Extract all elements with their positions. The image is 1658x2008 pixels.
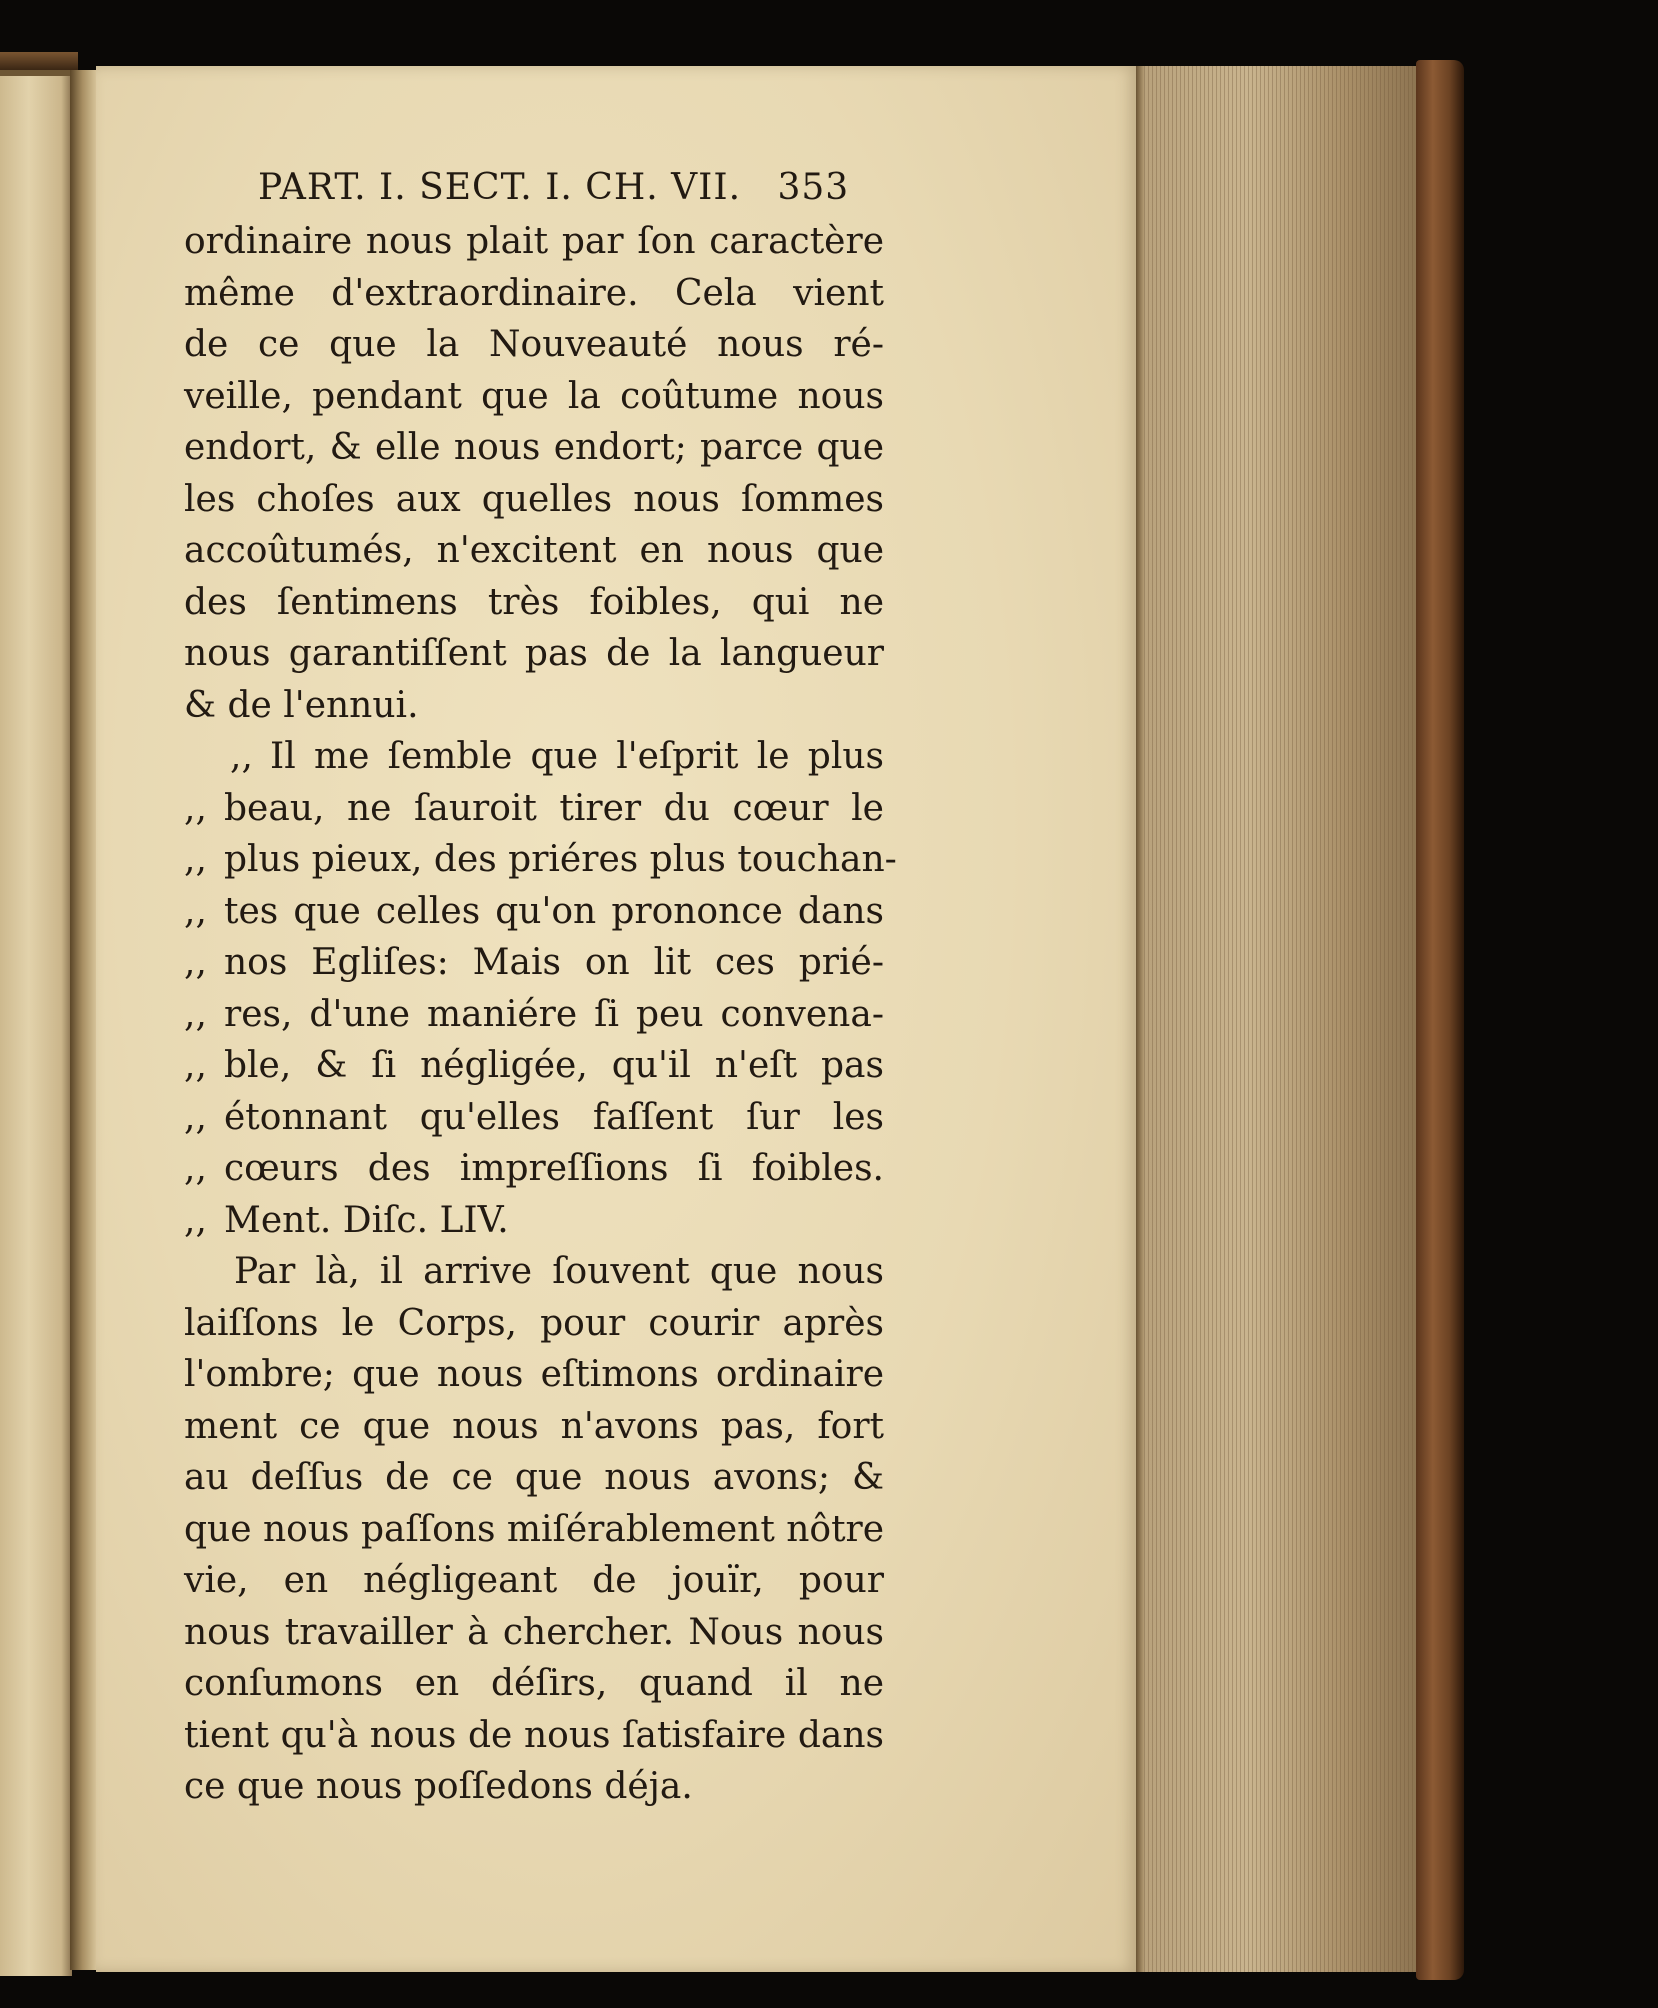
text-line: les choſes aux quelles nous ſommes (184, 478, 884, 520)
quote-mark: ,, (184, 787, 207, 829)
text-line: & de l'ennui. (184, 684, 419, 726)
text-line: des ſentimens très foibles, qui ne (184, 581, 884, 623)
left-cover-edge (0, 52, 78, 70)
page-block-edges (1136, 66, 1416, 1972)
leather-binding (1416, 60, 1464, 1980)
quote-text: Ment. Diſc. LIV. (224, 1199, 509, 1241)
text-line: l'ombre; que nous eſtimons ordinaire (184, 1354, 884, 1395)
paragraph-2 (184, 1246, 884, 1813)
quote-text: ble, & ſi négligée, qu'il n'eſt pas (224, 1045, 884, 1086)
page-gutter (70, 70, 98, 1970)
quote-line (184, 1040, 884, 1092)
text-line: au deſſus de ce que nous avons; & (184, 1457, 884, 1498)
text-line: vie, en négligeant de jouïr, pour (184, 1560, 884, 1601)
quote-line (184, 989, 884, 1041)
text-line: ment ce que nous n'avons pas, fort (184, 1405, 884, 1447)
paragraph-1 (184, 216, 884, 731)
text-line: laiſſons le Corps, pour courir après (184, 1302, 884, 1344)
text-line: que nous paſſons miſérablement nôtre (184, 1508, 885, 1550)
quote-mark: ,, (184, 942, 207, 983)
quote-line (184, 731, 884, 783)
quote-mark: ,, (184, 1148, 207, 1189)
quote-mark: ,, (184, 839, 207, 880)
text-line: nous garantiſſent pas de la langueur (184, 633, 884, 674)
quote-text: beau, ne ſauroit tirer du cœur le (224, 787, 884, 829)
text-line: conſumons en déſirs, quand il ne (184, 1663, 884, 1704)
quote-text: étonnant qu'elles faſſent ſur les (224, 1096, 884, 1138)
text-line: endort, & elle nous endort; parce que (184, 427, 884, 468)
page-number: 353 (777, 167, 850, 208)
quote-mark: ,, (184, 993, 207, 1035)
quote-text: plus pieux, des priéres plus touchan- (224, 839, 897, 880)
quote-text: tes que celles qu'on prononce dans (224, 890, 884, 932)
quote-mark: ,, (230, 736, 253, 777)
text-line: même d'extraordinaire. Cela vient (184, 272, 884, 314)
left-page-margin (0, 70, 72, 1976)
text-line: nous travailler à chercher. Nous nous (184, 1611, 884, 1653)
text-line: accoûtumés, n'excitent en nous que (184, 530, 884, 571)
quote-mark: ,, (184, 1096, 207, 1138)
text-line: ce que nous poſſedons déja. (184, 1766, 693, 1807)
page-text-block (184, 160, 897, 1813)
running-header (258, 160, 884, 216)
quote-text: Il me ſemble que l'eſprit le plus (270, 736, 884, 777)
quote-line (184, 834, 897, 886)
quote-line (184, 783, 884, 835)
text-line: de ce que la Nouveauté nous ré- (184, 324, 884, 365)
quote-line (184, 937, 884, 989)
text-line: Par là, il arrive ſouvent que nous (234, 1251, 884, 1292)
quote-text: cœurs des impreſſions ſi foibles. (224, 1148, 884, 1189)
page-edge-shadow (1136, 66, 1144, 1972)
quotation-block (184, 731, 897, 1246)
quote-text: nos Egliſes: Mais on lit ces prié- (224, 942, 884, 983)
quote-line (184, 1195, 884, 1247)
quote-mark: ,, (184, 1045, 207, 1086)
running-head: PART. I. SECT. I. CH. VII. (258, 167, 742, 208)
text-line: tient qu'à nous de nous ſatisfaire dans (184, 1714, 884, 1756)
text-line: veille, pendant que la coûtume nous (184, 375, 884, 417)
quote-line (184, 1092, 884, 1144)
quote-line (184, 1143, 884, 1195)
quote-mark: ,, (184, 890, 207, 932)
quote-text: res, d'une maniére ſi peu convena- (224, 993, 884, 1035)
quote-mark: ,, (184, 1199, 207, 1241)
quote-line (184, 886, 884, 938)
text-line: ordinaire nous plait par ſon caractère (184, 221, 884, 262)
